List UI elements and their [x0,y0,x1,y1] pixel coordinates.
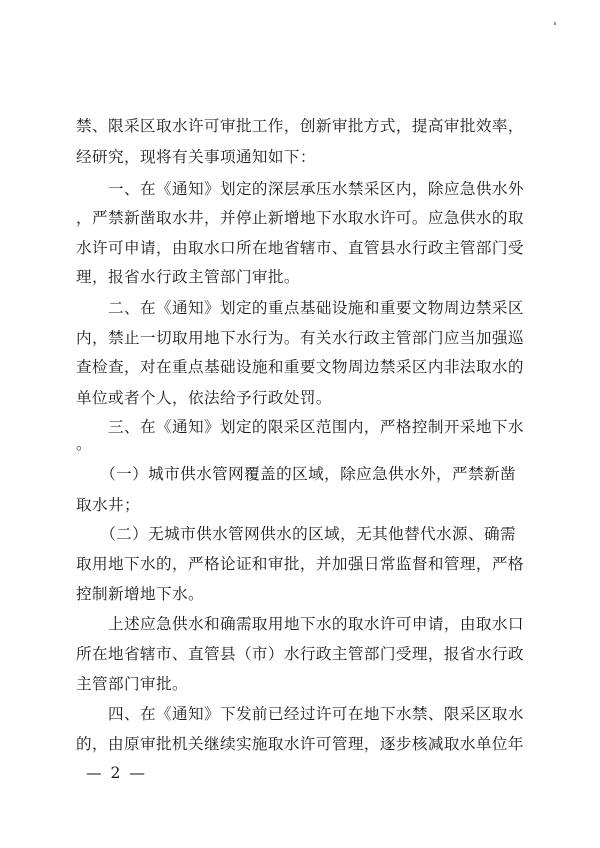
text-line: 控制新增地下水。 [76,585,204,603]
text-line: 经研究，现将有关事项通知如下： [76,148,316,166]
text-line: 理，报省水行政主管部门审批。 [76,268,300,286]
text-line: 水许可申请，由取水口所在地省辖市、直管县水行政主管部门受 [76,239,524,257]
text-line: 四、在《通知》下发前已经过许可在地下水禁、限采区取水 [76,705,524,723]
page-number: — 2 — [86,764,148,782]
text-line: 的，由原审批机关继续实施取水许可管理，逐步核减取水单位年 [76,735,524,753]
text-line: （一）城市供水管网覆盖的区域，除应急供水外，严禁新凿 [76,465,517,483]
text-line: 内，禁止一切取用地下水行为。有关水行政主管部门应当加强巡 [76,329,524,347]
text-line: 二、在《通知》划定的重点基础设施和重要文物周边禁采区 [76,299,524,317]
text-line: 一、在《通知》划定的深层承压水禁采区内，除应急供水外 [76,180,524,198]
scan-mark [554,22,556,25]
text-line: （二）无城市供水管网供水的区域，无其他替代水源、确需 [76,525,517,543]
text-line: 主管部门审批。 [76,675,188,693]
text-line: ，严禁新凿取水井，并停止新增地下水取水许可。应急供水的取 [76,209,524,227]
text-line: 取水井； [76,496,140,514]
text-line: 禁、限采区取水许可审批工作，创新审批方式，提高审批效率， [76,117,524,135]
text-line: 上述应急供水和确需取用地下水的取水许可申请，由取水口 [76,615,524,633]
text-line: 三、在《通知》划定的限采区范围内，严格控制开采地下水 [76,418,524,436]
text-line: 所在地省辖市、直管县（市）水行政主管部门受理，报省水行政 [76,645,524,663]
text-line: 查检查，对在重点基础设施和重要文物周边禁采区内非法取水的 [76,358,524,376]
text-line: 单位或者个人，依法给予行政处罚。 [76,389,332,407]
text-line: 取用地下水的，严格论证和审批，并加强日常监督和管理，严格 [76,555,524,573]
text-line: 。 [76,435,92,453]
